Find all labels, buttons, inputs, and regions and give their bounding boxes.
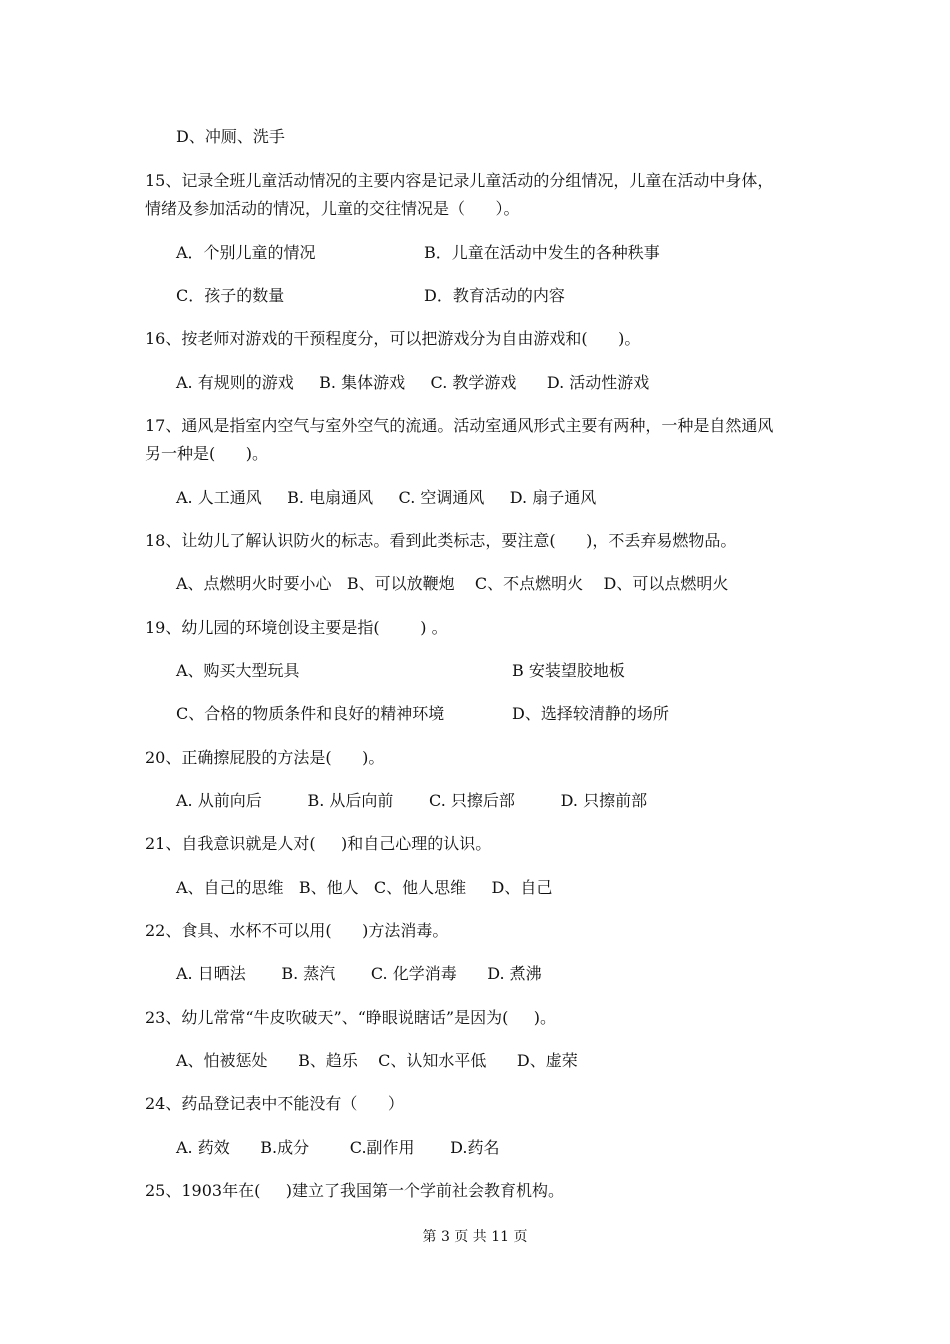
q19-text: 19、幼儿园的环境创设主要是指( ) 。 xyxy=(145,618,448,637)
q15-option-a: A．个别儿童的情况 xyxy=(176,243,316,262)
q21-options: A、自己的思维 B、他人 C、他人思维 D、自己 xyxy=(176,878,553,897)
q17-text-line2: 另一种是( )。 xyxy=(145,444,269,463)
q19-option-a: A、购买大型玩具 xyxy=(176,661,300,680)
q15-option-d: D．教育活动的内容 xyxy=(424,286,565,305)
q20-options: A. 从前向后 B. 从后向前 C. 只擦后部 D. 只擦前部 xyxy=(176,791,648,810)
q15-option-b: B．儿童在活动中发生的各种秩事 xyxy=(424,243,660,262)
q22-text: 22、食具、水杯不可以用( )方法消毒。 xyxy=(145,921,449,940)
q19-option-d: D、选择较清静的场所 xyxy=(512,704,669,723)
q18-text: 18、让幼儿了解认识防火的标志。看到此类标志，要注意( )，不丢弃易燃物品。 xyxy=(145,531,737,550)
q21-text: 21、自我意识就是人对( )和自己心理的认识。 xyxy=(145,834,492,853)
q23-options: A、怕被惩处 B、趋乐 C、认知水平低 D、虚荣 xyxy=(176,1051,578,1070)
q15-text-line1: 15、记录全班儿童活动情况的主要内容是记录儿童活动的分组情况，儿童在活动中身体， xyxy=(145,171,774,190)
q19-option-c: C、合格的物质条件和良好的精神环境 xyxy=(176,704,445,723)
q15-text-line2: 情绪及参加活动的情况，儿童的交往情况是（ ）。 xyxy=(145,199,520,218)
q17-text-line1: 17、通风是指室内空气与室外空气的流通。活动室通风形式主要有两种，一种是自然通风 xyxy=(145,416,774,435)
q17-options: A. 人工通风 B. 电扇通风 C. 空调通风 D. 扇子通风 xyxy=(176,488,597,507)
q24-text: 24、药品登记表中不能没有（ ） xyxy=(145,1094,404,1113)
q15-option-c: C．孩子的数量 xyxy=(176,286,285,305)
q22-options: A. 日晒法 B. 蒸汽 C. 化学消毒 D. 煮沸 xyxy=(176,964,542,983)
q16-options: A. 有规则的游戏 B. 集体游戏 C. 教学游戏 D. 活动性游戏 xyxy=(176,373,650,392)
q25-text: 25、1903年在( )建立了我国第一个学前社会教育机构。 xyxy=(145,1181,564,1200)
q24-options: A. 药效 B.成分 C.副作用 D.药名 xyxy=(176,1138,500,1157)
q18-options: A、点燃明火时要小心 B、可以放鞭炮 C、不点燃明火 D、可以点燃明火 xyxy=(176,574,729,593)
q19-option-b: B 安装望胶地板 xyxy=(512,661,625,680)
q14-option-d: D、冲厕、洗手 xyxy=(176,127,285,146)
page-number: 第 3 页 共 11 页 xyxy=(422,1229,528,1245)
q16-text: 16、按老师对游戏的干预程度分，可以把游戏分为自由游戏和( )。 xyxy=(145,329,641,348)
q20-text: 20、正确擦屁股的方法是( )。 xyxy=(145,748,385,767)
q23-text: 23、幼儿常常“牛皮吹破天”、“睁眼说瞎话”是因为( )。 xyxy=(145,1008,556,1027)
